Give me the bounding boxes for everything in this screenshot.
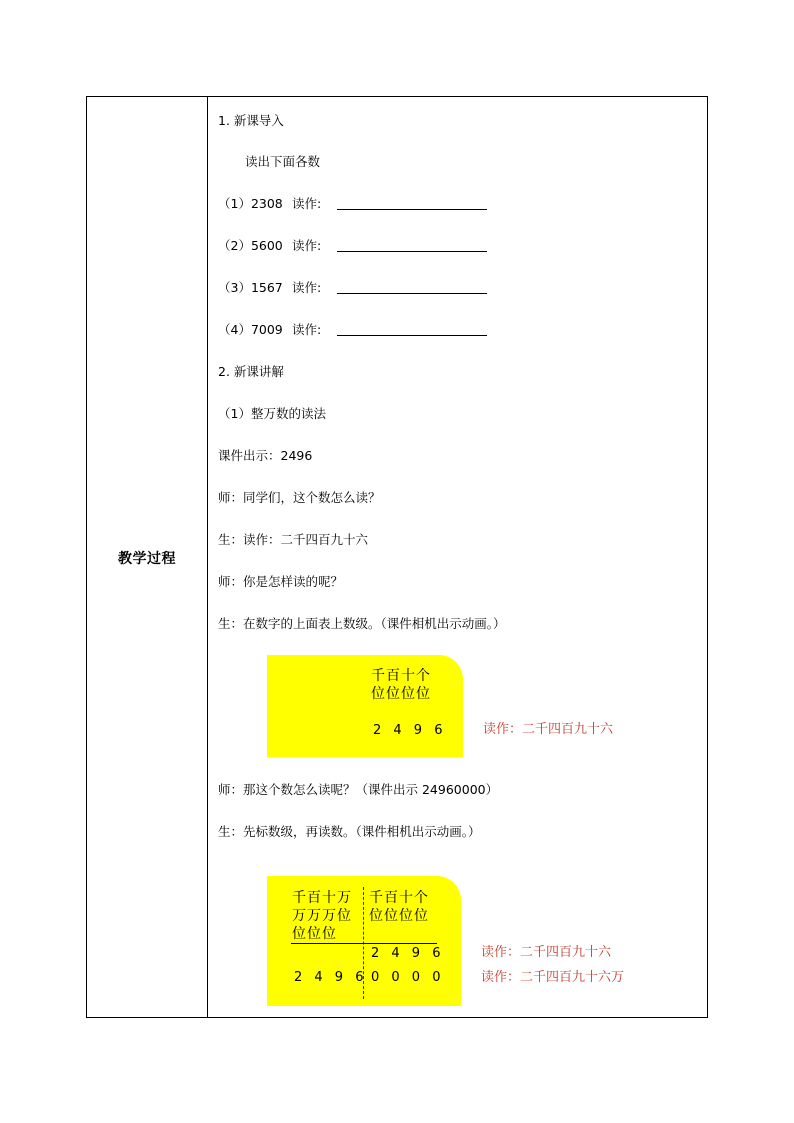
underline (291, 943, 437, 944)
digits-2496: 2 4 9 6 (373, 723, 447, 738)
item-2-label: 读作: (292, 238, 322, 253)
dialogue-line: 生：读作：二千四百九十六 (218, 532, 369, 547)
digits-row-1-right: 2 4 9 6 (371, 946, 445, 961)
digits-row-2-right: 0 0 0 0 (371, 970, 445, 985)
dialogue-line: 生：在数字的上面表上数级。（课件相机出示动画。） (218, 616, 506, 631)
item-2-number: （2）5600 (218, 238, 283, 253)
dialogue-line: 师：同学们，这个数怎么读？ (218, 490, 381, 505)
answer-blank-3 (337, 293, 487, 294)
section2-subheading: （1）整万数的读法 (218, 406, 326, 421)
item-3-label: 读作: (292, 280, 322, 295)
instruction: 读出下面各数 (245, 154, 321, 169)
answer-blank-2 (337, 251, 487, 252)
left-unit-row-mid: 万万万位 (292, 908, 352, 924)
reading-text-3: 读作：二千四百九十六万 (481, 970, 625, 985)
dialogue-line: 课件出示：2496 (218, 448, 313, 463)
unit-row-top: 千百十个 (371, 668, 431, 684)
unit-row-bottom: 位位位位 (371, 686, 431, 702)
reading-text-2: 读作：二千四百九十六 (481, 945, 612, 960)
section1-heading: 1. 新课导入 (218, 113, 284, 128)
answer-blank-4 (337, 335, 487, 336)
section2-heading: 2. 新课讲解 (218, 364, 284, 379)
dialogue-line: 师：你是怎样读的呢？ (218, 574, 344, 589)
item-4-label: 读作: (292, 322, 322, 337)
place-value-card-1 (267, 655, 463, 757)
reading-text-1: 读作：二千四百九十六 (483, 722, 614, 737)
lesson-table (86, 96, 708, 1018)
right-unit-row-top: 千百十个 (369, 890, 429, 906)
item-3-number: （3）1567 (218, 280, 283, 295)
row-label: 教学过程 (118, 551, 176, 567)
column-divider (207, 97, 208, 1017)
left-unit-row-bottom: 位位位 (292, 926, 337, 942)
item-1-label: 读作: (292, 196, 322, 211)
left-unit-row-top: 千百十万 (292, 890, 352, 906)
answer-blank-1 (337, 209, 487, 210)
dialogue-line: 师：那这个数怎么读呢？（课件出示 24960000） (218, 782, 499, 797)
right-unit-row-mid: 位位位位 (369, 908, 429, 924)
dialogue-line: 生：先标数级，再读数。（课件相机出示动画。） (218, 824, 481, 839)
item-4-number: （4）7009 (218, 322, 283, 337)
item-1-number: （1）2308 (218, 196, 283, 211)
digits-row-2-left: 2 4 9 6 (294, 970, 368, 985)
